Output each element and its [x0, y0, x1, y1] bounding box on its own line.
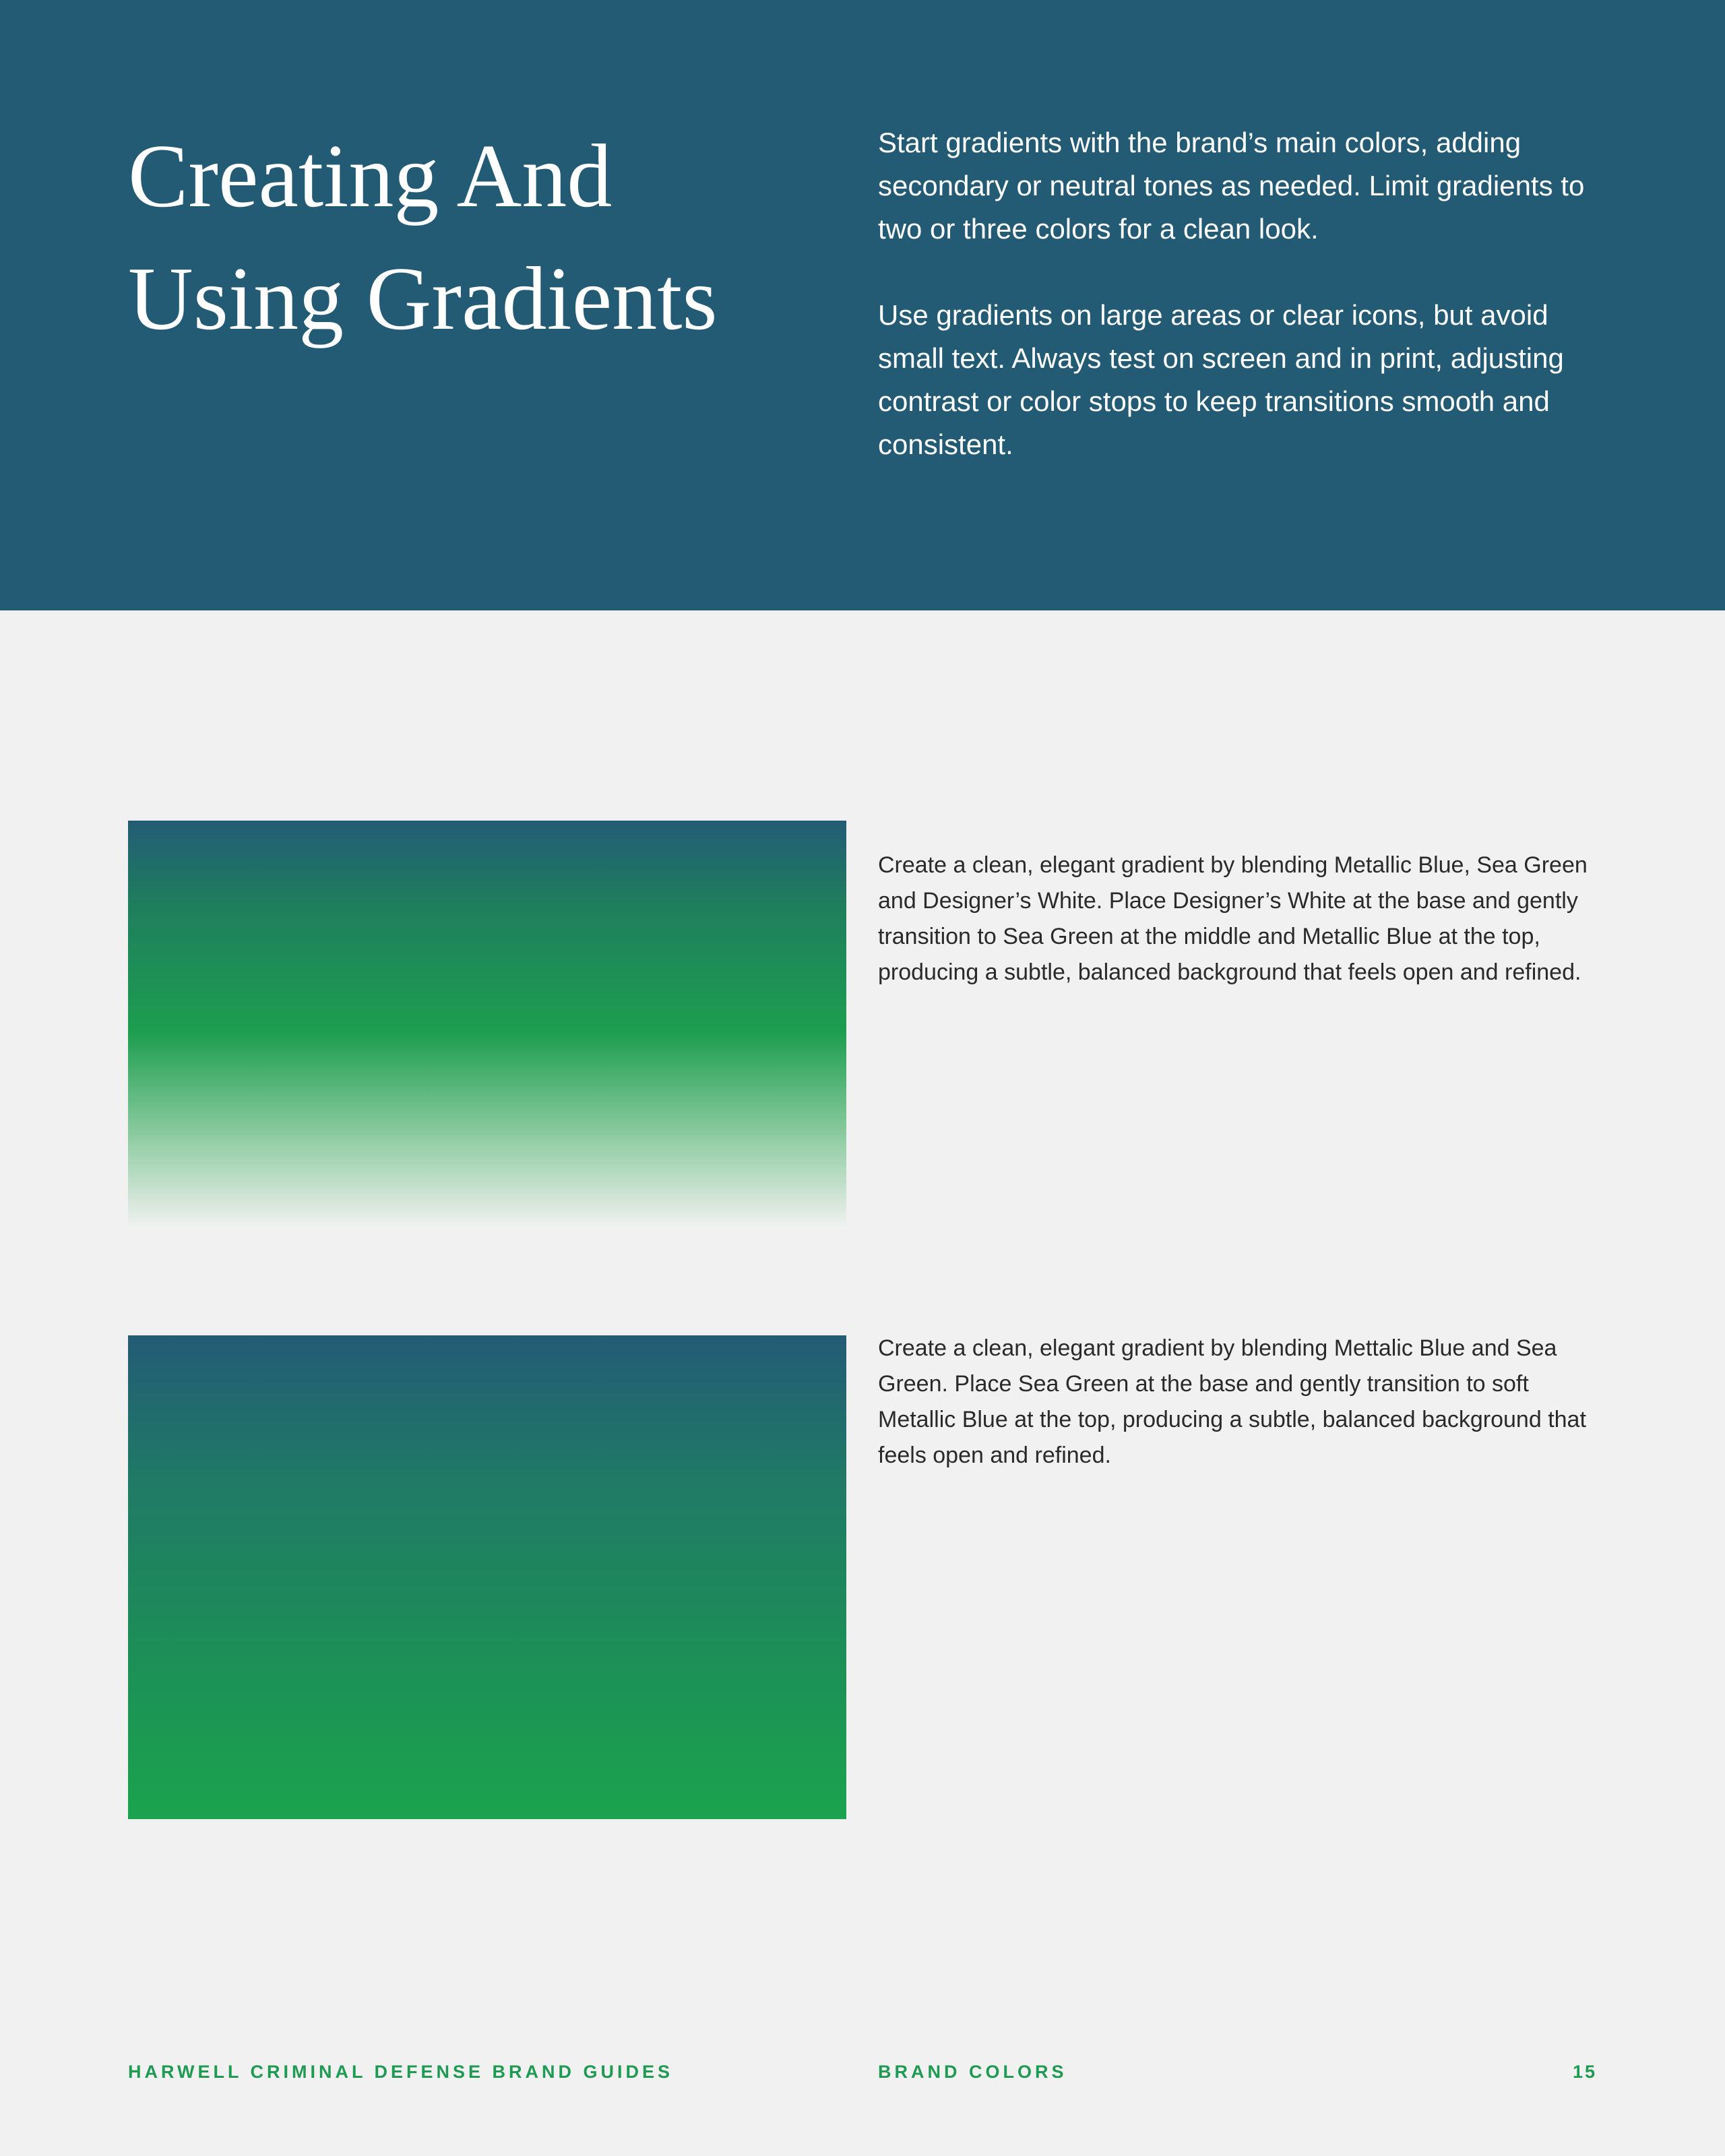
gradient-description-1: Create a clean, elegant gradient by blending Metallic Blue, Sea Green and Designer’s White. Place Designer’s White at the base and gently transition to Sea Green at the middle and Metallic Blue at the top, producing a subtle, balanced background that feels open and refined. — [878, 852, 1588, 985]
gradient-description-2: Create a clean, elegant gradient by blending Mettalic Blue and Sea Green. Place Sea Green at the base and gently transition to soft Metallic Blue at the top, producing a subtle, balanced background that feels open and refined. — [878, 1335, 1586, 1468]
hero-banner — [0, 0, 1725, 610]
intro-text — [878, 121, 1606, 509]
intro-paragraph-1: Start gradients with the brand’s main colors, adding secondary or neutral tones as needed. Limit gradients to two or three colors for a clean look. — [878, 127, 1585, 245]
footer-page-number: 15 — [1572, 2062, 1597, 2082]
page-title-line-2: Using Gradients — [128, 249, 718, 348]
footer-brand-guide-title: HARWELL CRIMINAL DEFENSE BRAND GUIDES — [128, 2062, 674, 2082]
intro-paragraph-2: Use gradients on large areas or clear icons, but avoid small text. Always test on screen and in print, adjusting contrast or color stops to keep transitions smooth and consistent. — [878, 299, 1564, 460]
gradient-swatch-three-color — [128, 821, 846, 1228]
page-title — [128, 115, 869, 360]
page-title-line-1: Creating And — [128, 126, 613, 226]
gradient-swatch-two-color — [128, 1335, 846, 1819]
footer-section-name: BRAND COLORS — [878, 2062, 1067, 2082]
